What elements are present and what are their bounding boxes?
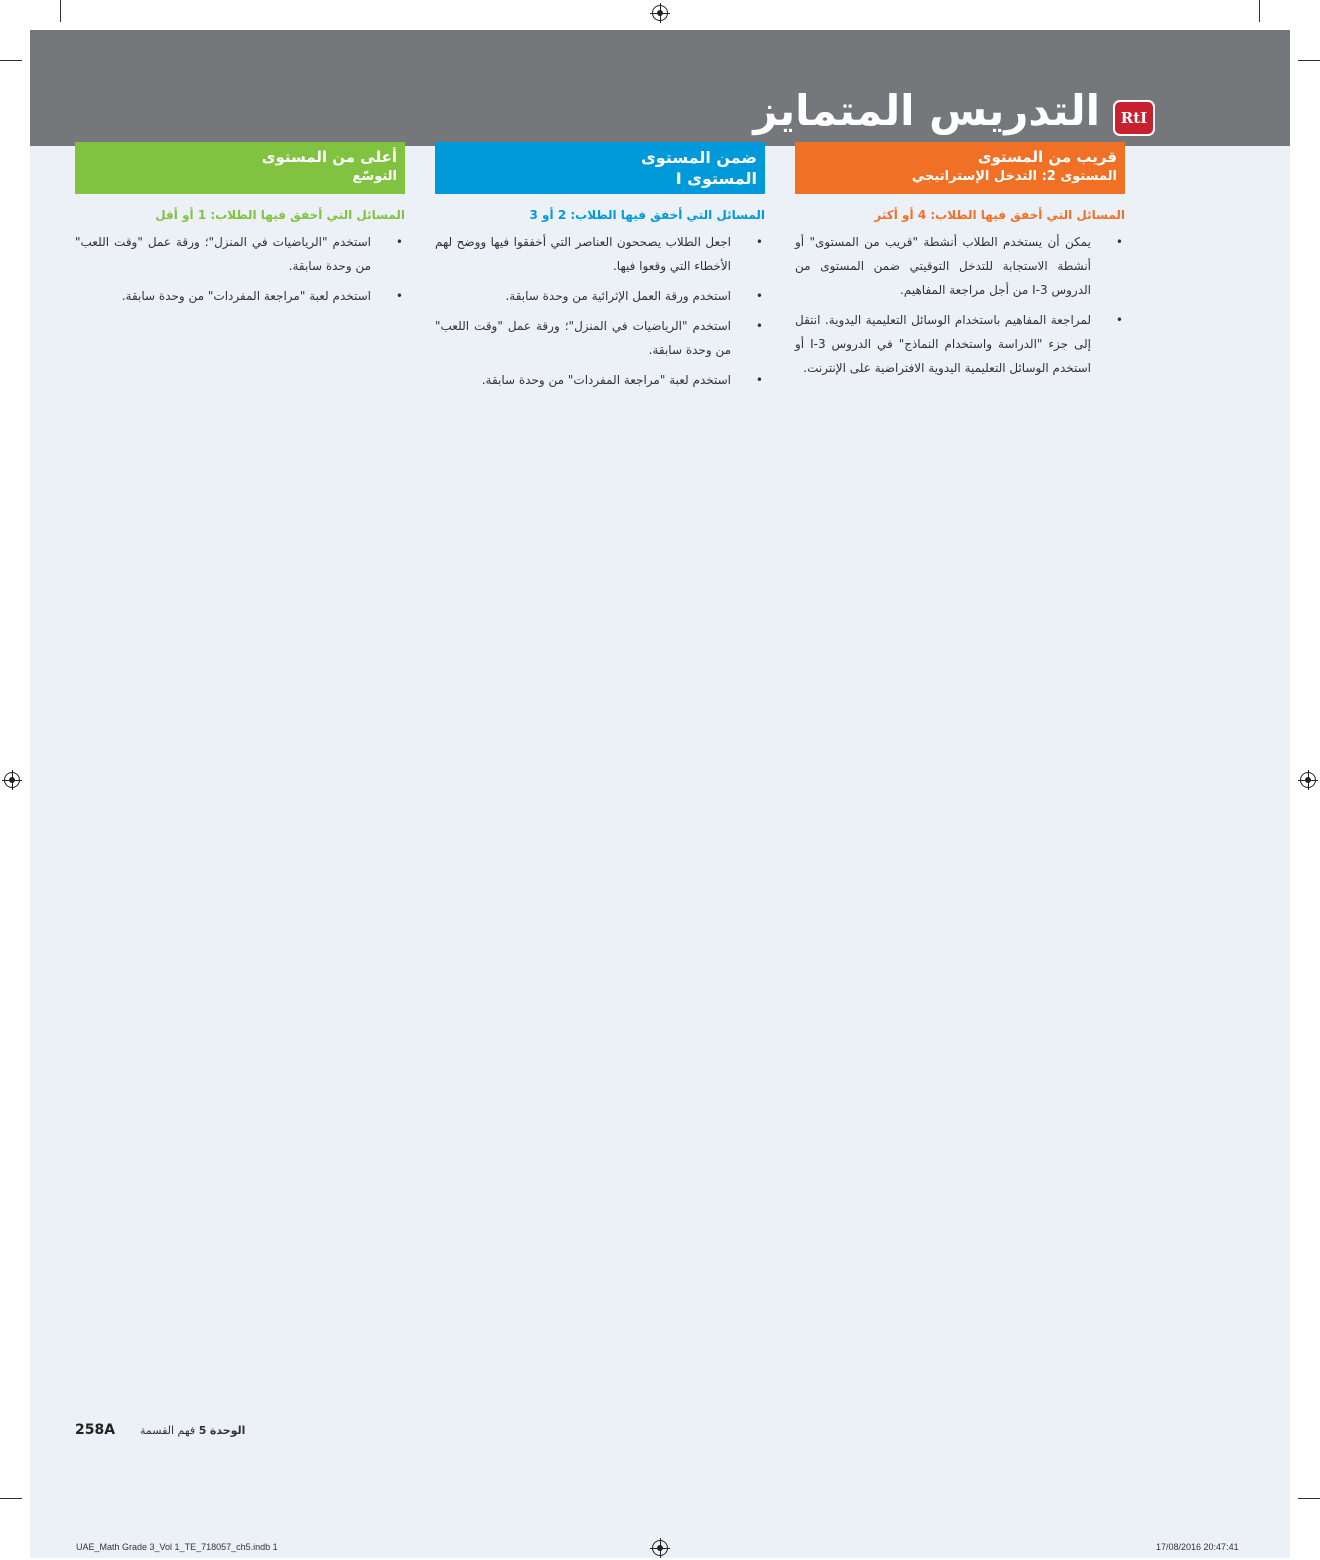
- list-item-text: اجعل الطلاب يصححون العناصر التي أخفقوا فيها ووضح لهم الأخطاء التي وقعوا فيها.: [435, 235, 731, 273]
- list-item: [435, 230, 765, 278]
- chapter-word: الوحدة: [209, 1424, 246, 1437]
- print-slug-file: UAE_Math Grade 3_Vol 1_TE_718057_ch5.indb 1: [76, 1542, 278, 1552]
- crop-mark: [0, 1498, 22, 1499]
- header-banner: [30, 30, 1290, 146]
- list-item: [75, 284, 405, 308]
- page-number: 258A: [75, 1422, 116, 1438]
- rti-badge-icon: RtI: [1113, 100, 1155, 136]
- registration-mark-icon: [652, 1540, 668, 1556]
- crop-mark: [60, 0, 61, 22]
- column-on-level: [435, 142, 765, 398]
- registration-mark-icon: [1300, 772, 1316, 788]
- column-header: [795, 142, 1125, 194]
- column-beyond-level: [75, 142, 405, 314]
- column-header: [75, 142, 405, 194]
- column-subhead: المسائل التي أخفق فيها الطلاب: 2 أو 3: [529, 208, 765, 222]
- list-item: [435, 368, 765, 392]
- registration-mark-icon: [4, 772, 20, 788]
- bullet-icon: •: [755, 319, 763, 333]
- column-approaching-level: [795, 142, 1125, 386]
- column-title: أعلى من المستوى: [261, 148, 397, 166]
- list-item: [75, 230, 405, 278]
- crop-mark: [1298, 60, 1320, 61]
- page-title: التدريس المتمايز: [753, 86, 1100, 135]
- column-title: قريب من المستوى: [977, 148, 1117, 166]
- list-item-text: استخدم لعبة "مراجعة المفردات" من وحدة سابقة.: [481, 373, 731, 387]
- bullet-icon: •: [755, 289, 763, 303]
- registration-mark-icon: [652, 5, 668, 21]
- bullet-icon: •: [1115, 235, 1123, 249]
- column-subhead: المسائل التي أخفق فيها الطلاب: 4 أو أكثر: [874, 208, 1125, 222]
- column-title: ضمن المستوى: [641, 148, 757, 167]
- list-item: [435, 284, 765, 308]
- list-item: [795, 230, 1125, 302]
- crop-mark: [0, 60, 22, 61]
- column-subtitle: التوسّع: [352, 169, 397, 184]
- print-slug-timestamp: 17/08/2016 20:47:41: [1156, 1542, 1239, 1552]
- chapter-number: 5: [198, 1424, 207, 1437]
- bullet-icon: •: [395, 235, 403, 249]
- list-item-text: استخدم لعبة "مراجعة المفردات" من وحدة سابقة.: [121, 289, 371, 303]
- column-subtitle: المستوى I: [675, 169, 757, 188]
- list-item: [795, 308, 1125, 380]
- list-item-text: استخدم "الرياضيات في المنزل"؛ ورقة عمل "وقت اللعب" من وحدة سابقة.: [435, 319, 731, 357]
- bullet-icon: •: [395, 289, 403, 303]
- column-subtitle: المستوى 2: التدخل الإستراتيجي: [911, 169, 1117, 184]
- crop-mark: [1259, 0, 1260, 22]
- chapter-title: فهم القسمة: [140, 1424, 196, 1437]
- list-item-text: استخدم "الرياضيات في المنزل"؛ ورقة عمل "وقت اللعب" من وحدة سابقة.: [75, 235, 371, 273]
- chapter-label: [140, 1424, 245, 1437]
- column-subhead: المسائل التي أخفق فيها الطلاب: 1 أو أقل: [155, 208, 405, 222]
- list-item: [435, 314, 765, 362]
- crop-mark: [1298, 1498, 1320, 1499]
- bullet-icon: •: [755, 373, 763, 387]
- column-header: [435, 142, 765, 194]
- list-item-text: استخدم ورقة العمل الإثرائية من وحدة سابقة.: [505, 289, 731, 303]
- list-item-text: يمكن أن يستخدم الطلاب أنشطة "قريب من المستوى" أو أنشطة الاستجابة للتدخل التوقيتي ضمن المستوى من الدروس 3-I من أجل مراجعة المفاهيم.: [795, 235, 1091, 297]
- bullet-icon: •: [1115, 313, 1123, 327]
- list-item-text: لمراجعة المفاهيم باستخدام الوسائل التعليمية اليدوية. انتقل إلى جزء "الدراسة واستخدام النماذج" في الدروس I-3 أو استخدم الوسائل التعليمية اليدوية الافتراضية على الإنترنت.: [795, 313, 1091, 375]
- bullet-icon: •: [755, 235, 763, 249]
